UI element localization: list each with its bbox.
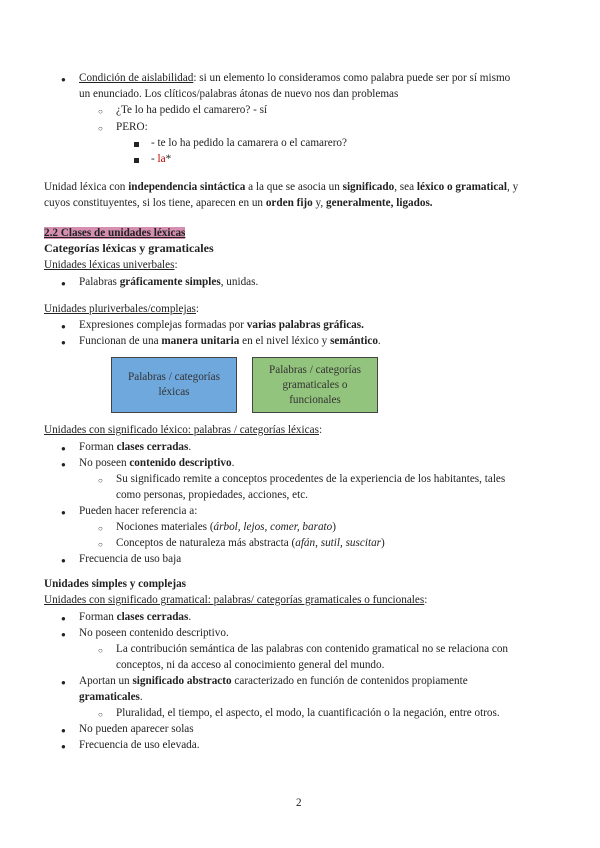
lexical-categories-box: Palabras / categorías léxicas <box>111 357 237 413</box>
pluriverbales-item1: Expresiones complejas formadas por varias palabras gráficas. <box>79 319 364 331</box>
lexico-item2: No poseen contenido descriptivo. <box>79 457 235 469</box>
pluriverbales-item2: Funcionan de una manera unitaria en el nivel léxico y semántico. <box>79 335 381 347</box>
bullet-dot: ● <box>61 75 66 84</box>
lexico-item3-sub1: Nociones materiales (árbol, lejos, comer, barato) <box>116 521 336 533</box>
bullet-dot: ● <box>61 279 66 288</box>
bullet-dot: ● <box>61 678 66 687</box>
bullet-dot: ● <box>61 322 66 331</box>
gramatical-item3-line2: gramaticales. <box>79 691 143 703</box>
definition-line1: Unidad léxica con independencia sintáctica a la que se asocia un significado, sea léxico o gramatical, y <box>44 181 519 193</box>
gramatical-heading: Unidades con significado gramatical: palabras/ categorías gramaticales o funcionales: <box>44 594 428 606</box>
section-subtitle: Categorías léxicas y gramaticales <box>44 241 214 255</box>
bullet-circle: ○ <box>98 107 103 116</box>
gramatical-item1: Forman clases cerradas. <box>79 611 192 623</box>
lexico-item3: Pueden hacer referencia a: <box>79 505 198 517</box>
simples-complejas-heading: Unidades simples y complejas <box>44 578 187 590</box>
bullet-dot: ● <box>61 460 66 469</box>
bullet-circle: ○ <box>98 646 103 655</box>
example-la: - la* <box>151 153 172 165</box>
gramatical-item3-line1: Aportan un significado abstracto caracterizado en función de contenidos propiamente <box>79 675 468 687</box>
bullet-dot: ● <box>61 726 66 735</box>
bullet-square <box>134 158 139 163</box>
grammatical-categories-box: Palabras / categorías gramaticales o funcionales <box>252 357 378 413</box>
bullet-dot: ● <box>61 508 66 517</box>
example-camarera: - te lo ha pedido la camarera o el camarero? <box>151 137 347 149</box>
lexico-item3-sub2: Conceptos de naturaleza más abstracta (afán, sutil, suscitar) <box>116 537 385 549</box>
lexico-item1: Forman clases cerradas. <box>79 441 192 453</box>
gramatical-item4: No pueden aparecer solas <box>79 723 194 735</box>
gramatical-item2-sub-line2: conceptos, ni da acceso al conocimiento general del mundo. <box>116 659 385 671</box>
lexico-heading: Unidades con significado léxico: palabras / categorías léxicas: <box>44 424 323 436</box>
section-heading: 2.2 Clases de unidades léxicas <box>44 227 186 239</box>
aislabilidad-label: Condición de aislabilidad <box>79 72 194 84</box>
bullet-circle: ○ <box>98 476 103 485</box>
gramatical-item3-sub: Pluralidad, el tiempo, el aspecto, el modo, la cuantificación o la negación, entre otros. <box>116 707 500 719</box>
lexico-item4: Frecuencia de uso baja <box>79 553 182 565</box>
lexico-item2-sub-line1: Su significado remite a conceptos procedentes de la experiencia de los habitantes, tales <box>116 473 506 485</box>
pero-label: PERO: <box>116 121 148 133</box>
bullet-circle: ○ <box>98 710 103 719</box>
gramatical-item2-sub-line1: La contribución semántica de las palabras con contenido gramatical no se relaciona con <box>116 643 509 655</box>
gramatical-item2: No poseen contenido descriptivo. <box>79 627 229 639</box>
gramatical-item5: Frecuencia de uso elevada. <box>79 739 200 751</box>
bullet-dot: ● <box>61 742 66 751</box>
bullet-dot: ● <box>61 614 66 623</box>
bullet-circle: ○ <box>98 540 103 549</box>
bullet-dot: ● <box>61 444 66 453</box>
pluriverbales-heading: Unidades pluriverbales/complejas: <box>44 303 200 315</box>
bullet-circle: ○ <box>98 524 103 533</box>
aislabilidad-line1: Condición de aislabilidad: si un elemento lo consideramos como palabra puede ser por sí mismo <box>79 72 511 84</box>
bullet-dot: ● <box>61 630 66 639</box>
univerbales-item: Palabras gráficamente simples, unidas. <box>79 276 259 288</box>
example-question: ¿Te lo ha pedido el camarero? - sí <box>116 104 268 116</box>
univerbales-heading: Unidades léxicas univerbales: <box>44 259 178 271</box>
page-number: 2 <box>296 797 302 809</box>
definition-line2: cuyos constituyentes, si los tiene, aparecen en un orden fijo y, generalmente, ligados. <box>44 197 433 209</box>
aislabilidad-line2: un enunciado. Los clíticos/palabras átonas de nuevo nos dan problemas <box>79 88 399 100</box>
bullet-dot: ● <box>61 556 66 565</box>
bullet-circle: ○ <box>98 124 103 133</box>
lexico-item2-sub-line2: como personas, propiedades, acciones, etc. <box>116 489 308 501</box>
bullet-square <box>134 142 139 147</box>
bullet-dot: ● <box>61 338 66 347</box>
